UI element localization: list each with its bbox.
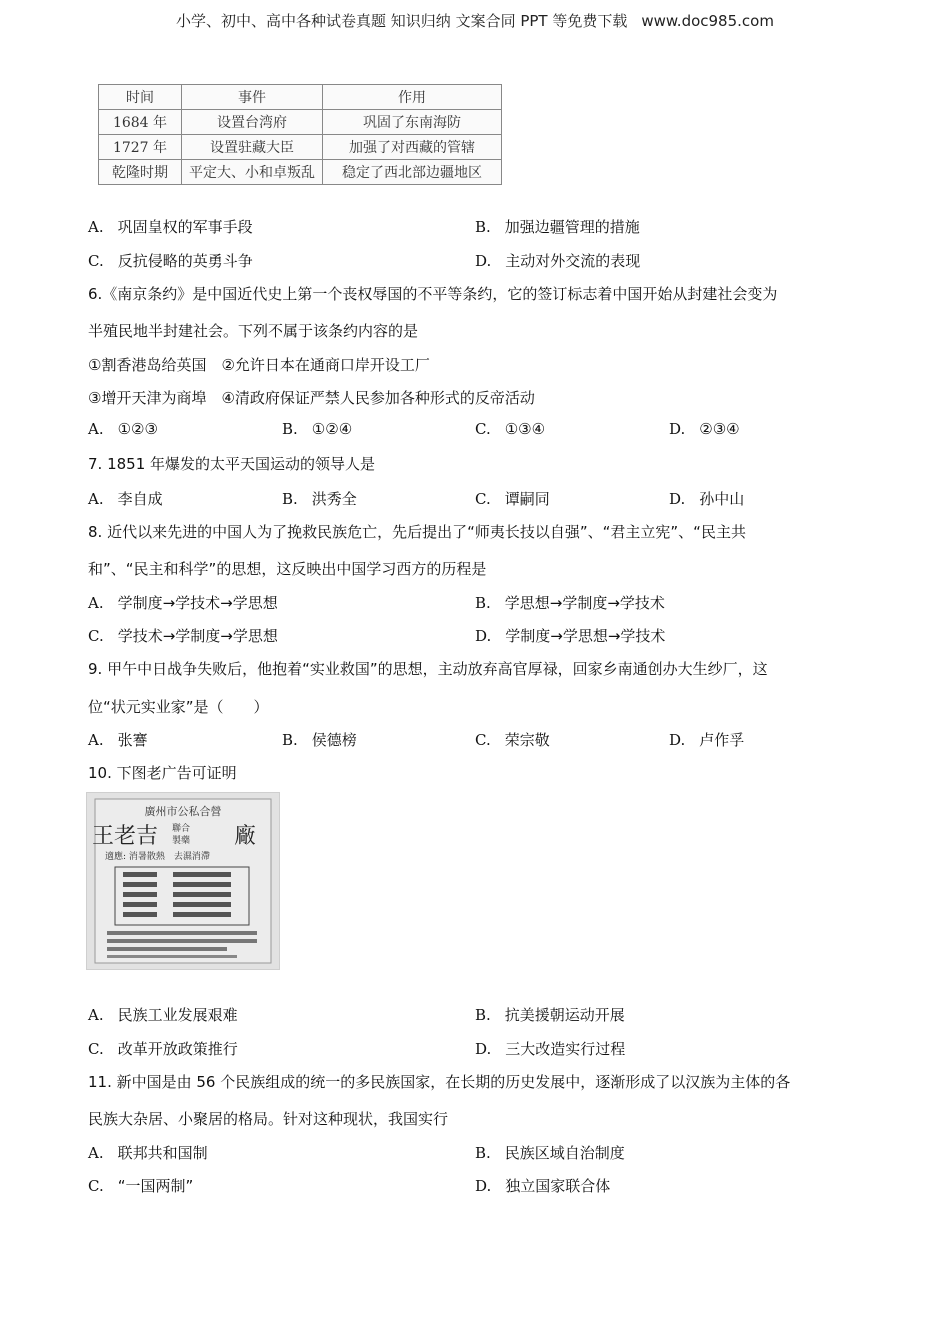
table-row — [99, 135, 502, 160]
q6-stem-line-2: 半殖民地半封建社会。下列不属于该条约内容的是 — [88, 322, 419, 340]
option-text: 民族区域自治制度 — [504, 1144, 625, 1162]
table-cell: 1684 年 — [99, 110, 182, 135]
option-letter: A. — [88, 218, 104, 236]
option-text: 主动对外交流的表现 — [505, 252, 641, 270]
option-letter: B. — [282, 490, 298, 508]
q8-option-c[interactable] — [88, 625, 278, 646]
q11-option-a[interactable] — [88, 1142, 208, 1163]
option-text: 李自成 — [117, 490, 163, 508]
q10-option-d[interactable] — [475, 1038, 625, 1059]
q6-option-c[interactable] — [475, 420, 545, 438]
q9-option-c[interactable] — [475, 729, 550, 750]
option-letter: C. — [88, 1040, 104, 1058]
q8-option-b[interactable] — [475, 592, 665, 613]
q7-option-c[interactable] — [475, 488, 550, 509]
table-cell: 乾隆时期 — [99, 160, 182, 185]
q5-option-d[interactable] — [475, 250, 640, 271]
option-text: 张謇 — [117, 731, 148, 749]
q9-stem-line-1: 9. 甲午中日战争失败后，他抱着“实业救国”的思想，主动放弃高官厚禄，回家乡南通创办大生纱厂，这 — [88, 660, 768, 678]
table-cell: 平定大、小和卓叛乱 — [182, 160, 323, 185]
q11-option-d[interactable] — [475, 1175, 610, 1196]
option-text: 学技术→学制度→学思想 — [117, 627, 278, 645]
table-header-row — [99, 85, 502, 110]
option-text: 抗美援朝运动开展 — [504, 1006, 625, 1024]
option-letter: D. — [475, 252, 492, 270]
option-letter: D. — [669, 490, 686, 508]
q7-option-b[interactable] — [282, 488, 357, 509]
option-text: ①③④ — [504, 420, 546, 438]
option-text: 荣宗敬 — [504, 731, 550, 749]
q9-option-d[interactable] — [669, 729, 744, 750]
ad-top-text: 廣州市公私合營 — [144, 805, 222, 818]
q11-option-b[interactable] — [475, 1142, 625, 1163]
q7-option-d[interactable] — [669, 488, 744, 509]
q5-option-c[interactable] — [88, 250, 253, 271]
option-letter: A. — [88, 594, 104, 612]
q6-statement-line-2: ③增开天津为商埠 ④清政府保证严禁人民参加各种形式的反帝活动 — [88, 389, 535, 407]
q10-option-c[interactable] — [88, 1038, 238, 1059]
option-letter: D. — [669, 420, 686, 438]
option-text: 独立国家联合体 — [505, 1177, 611, 1195]
option-letter: D. — [669, 731, 686, 749]
table-header-cell: 时间 — [99, 85, 182, 110]
option-text: 联邦共和国制 — [117, 1144, 208, 1162]
option-text: 三大改造实行过程 — [505, 1040, 626, 1058]
option-letter: C. — [88, 627, 104, 645]
q9-option-b[interactable] — [282, 729, 357, 750]
q8-option-a[interactable] — [88, 592, 278, 613]
option-text: 侯德榜 — [311, 731, 357, 749]
q6-stem-line-1: 6.《南京条约》是中国近代史上第一个丧权辱国的不平等条约，它的签订标志着中国开始从封建社会变为 — [88, 285, 778, 303]
table-cell: 加强了对西藏的管辖 — [323, 135, 502, 160]
option-letter: C. — [475, 490, 491, 508]
option-text: 巩固皇权的军事手段 — [117, 218, 253, 236]
q10-stem: 10. 下图老广告可证明 — [88, 764, 237, 782]
advertisement-drawing — [87, 793, 279, 969]
table-row — [99, 110, 502, 135]
ad-factory-char: 廠 — [233, 824, 257, 849]
ad-brand-name: 王老吉 — [91, 824, 159, 849]
old-advertisement-image — [86, 792, 280, 970]
table-cell: 稳定了西北部边疆地区 — [323, 160, 502, 185]
option-text: ①②④ — [311, 420, 353, 438]
option-text: 改革开放政策推行 — [117, 1040, 238, 1058]
q6-option-a[interactable] — [88, 420, 158, 438]
option-text: 学制度→学思想→学技术 — [505, 627, 666, 645]
q6-option-b[interactable] — [282, 420, 352, 438]
q5-option-b[interactable] — [475, 216, 640, 237]
option-letter: C. — [475, 420, 491, 438]
option-text: 民族工业发展艰难 — [117, 1006, 238, 1024]
q9-stem-line-2: 位“状元实业家”是（ ） — [88, 698, 269, 716]
option-letter: A. — [88, 1006, 104, 1024]
q8-stem-line-2: 和”、“民主和科学”的思想，这反映出中国学习西方的历程是 — [88, 560, 487, 578]
option-text: 洪秀全 — [311, 490, 357, 508]
option-text: “一国两制” — [117, 1177, 194, 1195]
option-letter: A. — [88, 420, 104, 438]
option-letter: B. — [475, 218, 491, 236]
option-letter: C. — [88, 252, 104, 270]
q10-option-b[interactable] — [475, 1004, 625, 1025]
table-row — [99, 160, 502, 185]
option-text: 学思想→学制度→学技术 — [504, 594, 665, 612]
table-header-cell: 作用 — [323, 85, 502, 110]
q6-statement-line-1: ①割香港岛给英国 ②允许日本在通商口岸开设工厂 — [88, 356, 430, 374]
option-text: 谭嗣同 — [504, 490, 550, 508]
q9-option-a[interactable] — [88, 729, 148, 750]
q11-stem-line-1: 11. 新中国是由 56 个民族组成的统一的多民族国家，在长期的历史发展中，逐渐形成了以汉族为主体的各 — [88, 1073, 791, 1091]
header-text: 小学、初中、高中各种试卷真题 知识归纳 文案合同 PPT 等免费下载 — [176, 12, 628, 30]
q5-option-a[interactable] — [88, 216, 253, 237]
q8-stem-line-1: 8. 近代以来先进的中国人为了挽救民族危亡，先后提出了“师夷长技以自强”、“君主立宪”、“民主共 — [88, 523, 746, 541]
option-letter: B. — [475, 1144, 491, 1162]
ad-usage-text: 適應: 消暑散熱 去濕消滯 — [105, 852, 210, 862]
table-cell: 1727 年 — [99, 135, 182, 160]
option-letter: C. — [88, 1177, 104, 1195]
option-letter: D. — [475, 1177, 492, 1195]
option-text: 卢作孚 — [699, 731, 745, 749]
option-letter: C. — [475, 731, 491, 749]
option-letter: B. — [475, 1006, 491, 1024]
ad-small-1: 聯合 — [172, 824, 191, 834]
ad-small-2: 製藥 — [172, 836, 191, 846]
option-letter: A. — [88, 490, 104, 508]
table-cell: 设置驻藏大臣 — [182, 135, 323, 160]
table-header-cell: 事件 — [182, 85, 323, 110]
page-header — [0, 10, 950, 31]
option-letter: B. — [475, 594, 491, 612]
history-table — [98, 84, 502, 185]
q10-option-a[interactable] — [88, 1004, 238, 1025]
option-letter: D. — [475, 1040, 492, 1058]
option-text: ①②③ — [117, 420, 158, 438]
option-text: 学制度→学技术→学思想 — [117, 594, 278, 612]
option-letter: A. — [88, 1144, 104, 1162]
q7-stem: 7. 1851 年爆发的太平天国运动的领导人是 — [88, 455, 376, 473]
q11-option-c[interactable] — [88, 1175, 193, 1196]
q7-option-a[interactable] — [88, 488, 163, 509]
option-text: 加强边疆管理的措施 — [504, 218, 640, 236]
header-site[interactable]: www.doc985.com — [641, 12, 774, 30]
table-cell: 设置台湾府 — [182, 110, 323, 135]
option-letter: A. — [88, 731, 104, 749]
table-cell: 巩固了东南海防 — [323, 110, 502, 135]
option-letter: B. — [282, 420, 298, 438]
option-text: 孙中山 — [699, 490, 745, 508]
q8-option-d[interactable] — [475, 625, 665, 646]
option-text: 反抗侵略的英勇斗争 — [117, 252, 253, 270]
option-letter: D. — [475, 627, 492, 645]
option-letter: B. — [282, 731, 298, 749]
q6-option-d[interactable] — [669, 420, 740, 438]
option-text: ②③④ — [699, 420, 740, 438]
q11-stem-line-2: 民族大杂居、小聚居的格局。针对这种现状，我国实行 — [88, 1110, 449, 1128]
